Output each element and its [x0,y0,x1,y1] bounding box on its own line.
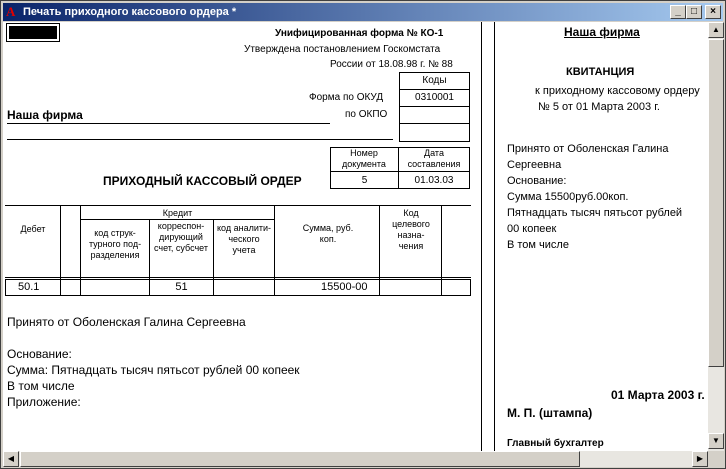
window-title: Печать приходного кассового ордера * [23,6,237,18]
corr-account-header: корреспон- дирующий счет, субсчет [154,221,208,253]
scroll-up-icon[interactable]: ▲ [708,22,724,38]
black-header-box [7,24,59,41]
scroll-right-icon[interactable]: ▶ [692,451,708,467]
row-corr-account: 51 [175,281,188,293]
vertical-scroll-thumb[interactable] [708,39,724,367]
horizontal-scroll-thumb[interactable] [20,451,580,467]
purpose-code-header: Код целевого назна- чения [392,208,430,251]
receipt-received-1: Принято от Оболенская Галина [507,143,669,155]
doc-number-label: Номер документа [342,148,386,169]
company-name: Наша фирма [7,108,83,122]
receipt-accountant: Главный бухгалтер [507,438,604,449]
column-divider [481,22,482,466]
receipt-title: КВИТАНЦИЯ [566,66,635,78]
including-label: В том числе [7,379,75,393]
struct-code-header: код струк- турного под- разделения [88,228,142,260]
vertical-scrollbar[interactable] [708,22,724,451]
row-debit: 50.1 [18,281,40,293]
receipt-date: 01 Марта 2003 г. [611,388,705,402]
debit-header: Дебет [20,224,46,234]
approved-line-1: Утверждена постановлением Госкомстата [244,44,441,55]
receipt-including: В том числе [507,239,569,251]
scroll-left-icon[interactable]: ◀ [3,451,19,467]
receipt-subtitle-1: к приходному кассовому ордеру [535,85,700,97]
minimize-button[interactable]: _ [670,5,686,19]
doc-date-value: 01.03.03 [414,175,454,186]
analytic-code-header: код аналити- ческого учета [217,223,272,255]
document-title: ПРИХОДНЫЙ КАССОВЫЙ ОРДЕР [103,174,302,188]
receipt-subtitle-2: № 5 от 01 Марта 2003 г. [538,101,660,113]
title-bar[interactable] [3,3,723,21]
maximize-button[interactable]: □ [686,5,702,19]
receipt-received-2: Сергеевна [507,159,562,171]
receipt-basis: Основание: [507,175,567,187]
scroll-down-icon[interactable]: ▼ [708,433,724,449]
okpo-label: по ОКПО [345,109,388,120]
unified-form-label: Унифицированная форма № КО-1 [275,28,444,39]
codes-label: Коды [422,75,447,86]
app-logo-icon: A [6,4,16,19]
sum-header: Сумма, руб. коп. [302,223,354,244]
received-from: Принято от Оболенская Галина Сергеевна [7,315,246,329]
okud-label: Форма по ОКУД [309,92,384,103]
credit-header: Кредит [162,208,193,218]
receipt-stamp: М. П. (штампа) [507,406,593,420]
close-button[interactable]: × [705,5,721,19]
horizontal-scrollbar[interactable] [3,451,708,467]
doc-number-value: 5 [361,175,368,186]
basis-label: Основание: [7,347,72,361]
receipt-amount-words-2: 00 копеек [507,223,557,235]
attachment-label: Приложение: [7,395,81,409]
doc-date-label: Дата составления [407,148,461,169]
amount-in-words: Сумма: Пятнадцать тысяч пятьсот рублей 00 копеек [7,363,300,377]
receipt-company: Наша фирма [564,25,640,39]
row-sum: 15500-00 [321,281,368,293]
receipt-amount: Сумма 15500руб.00коп. [507,191,629,203]
okud-value: 0310001 [415,92,454,103]
approved-line-2: России от 18.08.98 г. № 88 [330,59,453,70]
print-preview-area [3,22,708,466]
receipt-amount-words-1: Пятнадцать тысяч пятьсот рублей [507,207,683,219]
